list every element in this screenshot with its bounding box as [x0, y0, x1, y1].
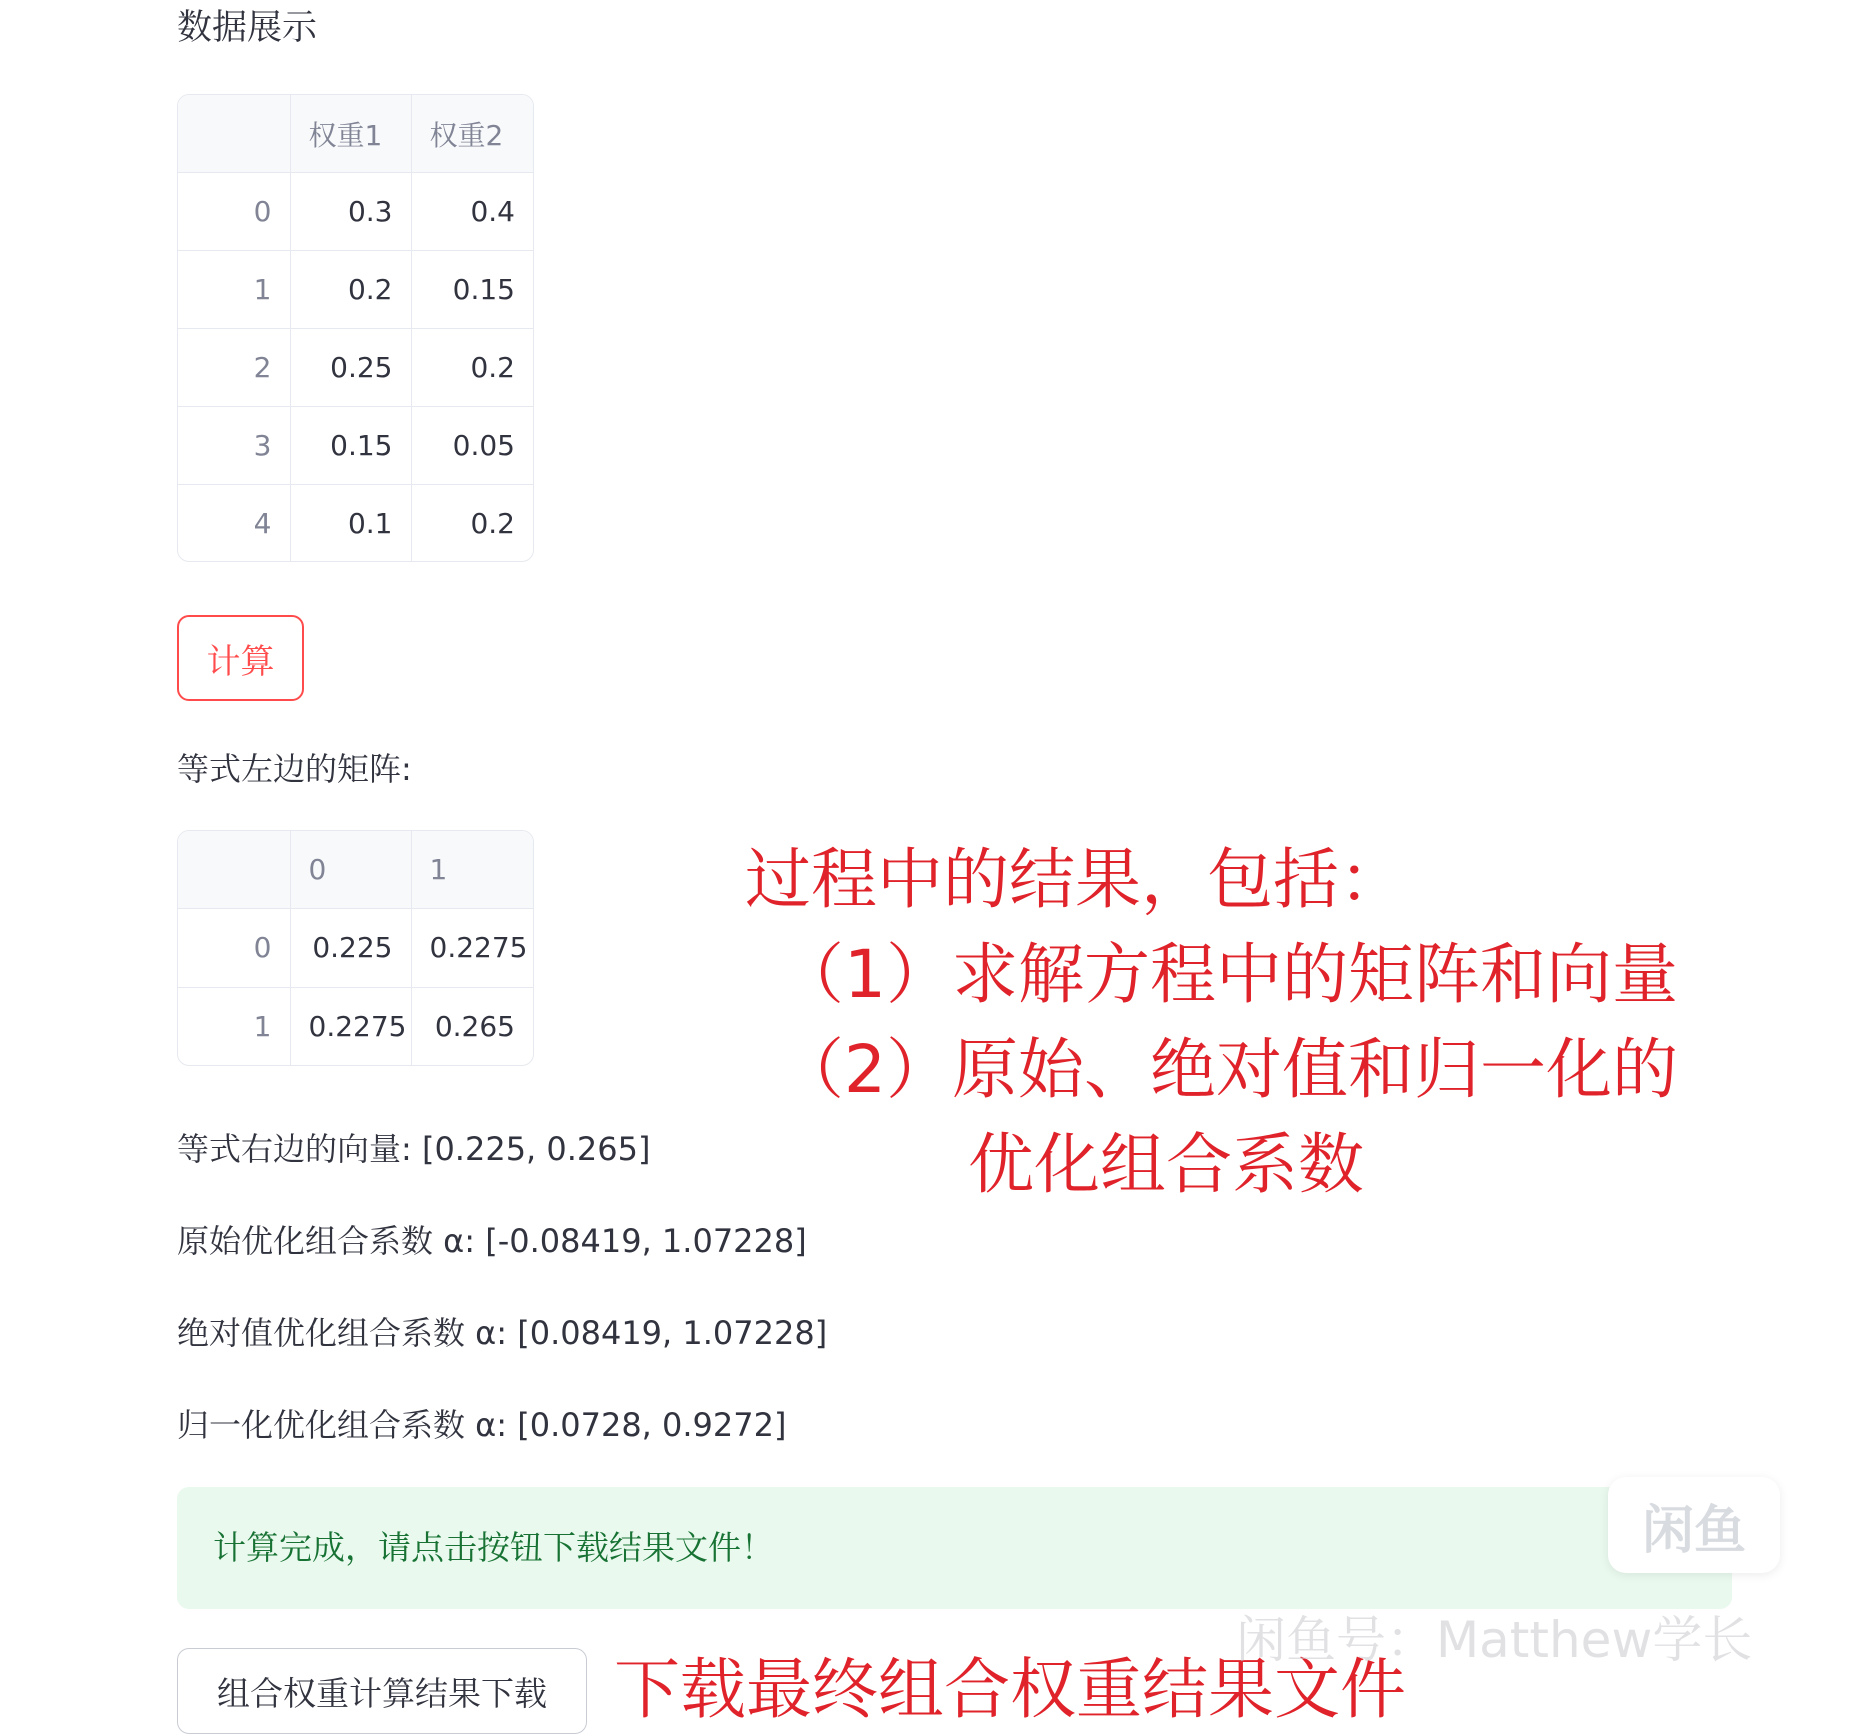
row-index: 4: [178, 485, 290, 563]
table-row: [178, 485, 533, 563]
raw-alpha-result: 原始优化组合系数 α: [-0.08419, 1.07228]: [177, 1222, 807, 1260]
table-header-row: [178, 831, 533, 909]
table-cell: 0.1: [290, 485, 411, 563]
table-header-cell[interactable]: 权重2: [411, 95, 533, 173]
table-cell: 0.225: [290, 909, 411, 988]
table-cell: 0.3: [290, 173, 411, 251]
matrix-label: 等式左边的矩阵:: [177, 750, 412, 788]
matrix-table: [177, 830, 534, 1066]
table-cell: 0.2275: [411, 909, 533, 988]
row-index: 3: [178, 407, 290, 485]
row-index: 1: [178, 251, 290, 329]
table-cell: 0.25: [290, 329, 411, 407]
table-header-row: [178, 95, 533, 173]
table-cell: 0.15: [290, 407, 411, 485]
table-header-cell[interactable]: 权重1: [290, 95, 411, 173]
normalized-alpha-result: 归一化优化组合系数 α: [0.0728, 0.9272]: [177, 1406, 787, 1444]
table-cell: 0.2: [411, 329, 533, 407]
abs-alpha-result: 绝对值优化组合系数 α: [0.08419, 1.07228]: [177, 1314, 828, 1352]
table-cell: 0.2: [470, 507, 515, 540]
table-header-cell[interactable]: 1: [411, 831, 533, 909]
table-header-cell: [178, 95, 290, 173]
table-row: [178, 329, 533, 407]
weights-table: [177, 94, 534, 562]
table-cell: 0.265: [434, 1009, 515, 1043]
section-title: 数据展示: [177, 8, 318, 48]
vector-result: 等式右边的向量: [0.225, 0.265]: [177, 1130, 651, 1168]
annotation-download-note: 下载最终组合权重结果文件: [614, 1651, 1406, 1728]
annotation-process-item2: （2）原始、绝对值和归一化的: [778, 1031, 1678, 1108]
xianyu-logo-icon: 闲鱼: [1608, 1477, 1780, 1573]
table-cell: 0.2: [290, 251, 411, 329]
table-row: [178, 251, 533, 329]
annotation-process-item1: （1）求解方程中的矩阵和向量: [778, 936, 1678, 1013]
calculate-button[interactable]: 计算: [177, 615, 304, 701]
annotation-process-title: 过程中的结果，包括：: [745, 841, 1405, 918]
row-index: 0: [178, 173, 290, 251]
table-header-cell[interactable]: 0: [290, 831, 411, 909]
table-cell: 0.4: [411, 173, 533, 251]
row-index: 2: [178, 329, 290, 407]
table-cell: 0.15: [411, 251, 533, 329]
table-row: [178, 407, 533, 485]
row-index: 1: [178, 987, 290, 1065]
row-index: 0: [178, 909, 290, 988]
watermark-text: 闲鱼号：Matthew学长: [1236, 1611, 1753, 1669]
table-header-cell: [178, 831, 290, 909]
table-row: [178, 909, 533, 988]
table-row: [178, 987, 533, 1065]
success-alert: [177, 1487, 1732, 1609]
table-cell: 0.2275: [290, 987, 411, 1065]
annotation-process-item2-cont: 优化组合系数: [968, 1126, 1364, 1203]
download-results-button[interactable]: 组合权重计算结果下载: [177, 1648, 587, 1734]
table-row: [178, 173, 533, 251]
table-cell: 0.05: [411, 407, 533, 485]
success-message: 计算完成，请点击按钮下载结果文件！: [213, 1528, 774, 1567]
